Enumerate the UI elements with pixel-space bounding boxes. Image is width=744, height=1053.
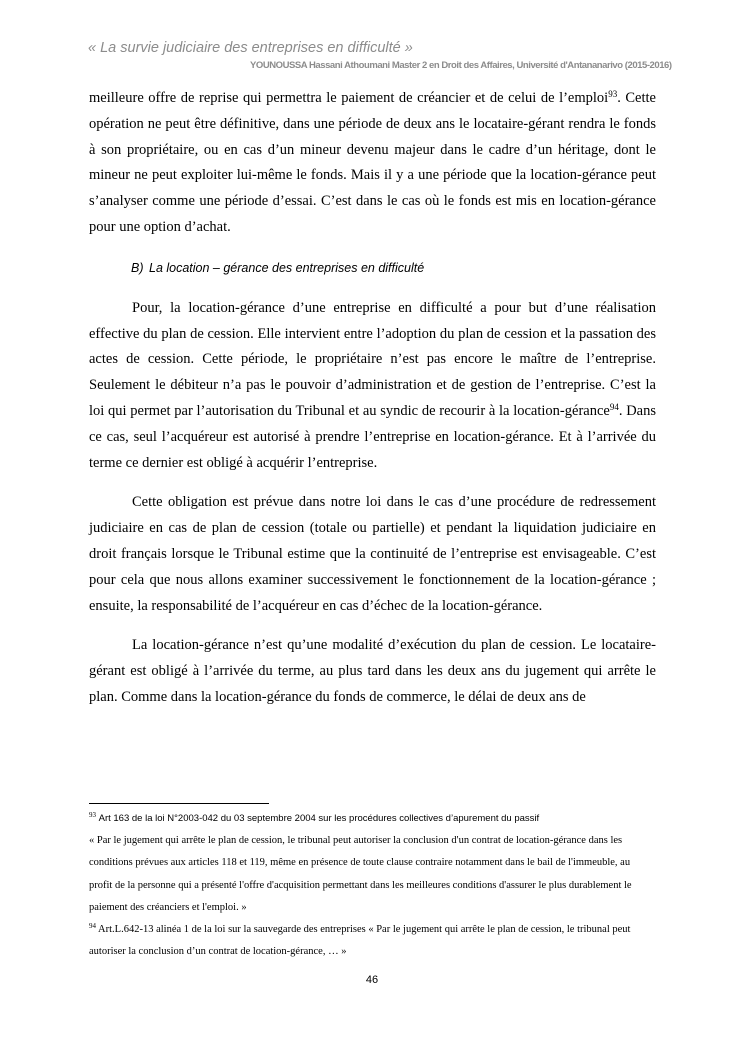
footnote-94-number: 94 [89, 922, 96, 931]
footnotes [89, 808, 656, 963]
footnote-94-text: Art.L.642-13 alinéa 1 de la loi sur la sauvegarde des entreprises « Par le jugement qui arrête le plan de cession, le tribunal peut autoriser la conclusion d’un contrat de location-gérance, … » [89, 924, 631, 958]
footnote-93-intro-text: Art 163 de la loi N°2003-042 du 03 septembre 2004 sur les procédures collectives d’apurement du passif [98, 813, 540, 824]
section-letter: B) [131, 260, 144, 275]
running-header-title: « La survie judiciaire des entreprises en difficulté » [88, 40, 413, 56]
page-number: 46 [365, 974, 379, 986]
section-title: La location – gérance des entreprises en difficulté [149, 260, 425, 275]
paragraph-3: Cette obligation est prévue dans notre loi dans le cas d’une procédure de redressement judiciaire en cas de plan de cession (totale ou partielle) et pendant la liquidation judiciaire en droit français lorsque le Tribunal estime que la continuité de l’entreprise est envisageable. C’est pour cela que nous allons examiner successivement le fonctionnement de la location-gérance ; ensuite, la responsabilité de l’acquéreur en cas d’échec de la location-gérance. [89, 494, 656, 614]
footnote-93-quote: « Par le jugement qui arrête le plan de cession, le tribunal peut autoriser la conclusion d'un contrat de location-gérance dans les conditions prévues aux articles 118 et 119, même en présence de toute clause contraire notamment dans le bail de l'immeuble, au profit de la personne qui a présenté l'offre d'acquisition permettant dans les meilleures conditions d'assurer le plus durablement le paiement des créanciers et l'emploi. » [89, 835, 632, 913]
footnote-ref-93[interactable]: 93 [608, 89, 618, 99]
body-text [89, 86, 656, 711]
paragraph-1 [89, 86, 656, 241]
paragraph-1-text: meilleure offre de reprise qui permettra le paiement de créancier et de celui de l’emploi [89, 90, 609, 106]
footnote-ref-94[interactable]: 94 [609, 401, 619, 412]
paragraph-4: La location-gérance n’est qu’une modalité d’exécution du plan de cession. Le locataire-gérant est obligé à l’arrivée du terme, au plus tard dans les deux ans du jugement qui arrête le plan. Comme dans la location-gérance du fonds de commerce, le délai de deux ans de [89, 637, 656, 705]
paragraph-1-end: . Cette opération ne peut être définitive, dans une période de deux ans le locataire-gérant rendra le fonds à son propriétaire, ou en cas d’un mineur devenu majeur dans le cadre d’un héritage, dont le mineur ne peut exploiter lui-même le fonds. Mais il y a une période que la location-gérance peut s’analyser comme une période d’essai. C’est dans le cas où le fonds est mis en location-gérance pour une option d’achat. [89, 90, 656, 235]
footnote-93-intro [89, 808, 656, 830]
paragraph-2-end: . Dans ce cas, seul l’acquéreur est autorisé à prendre l’entreprise en location-gérance. Et à l’arrivée du terme ce dernier est obligé à acquérir l’entreprise. [89, 402, 656, 471]
footnote-94 [89, 919, 656, 963]
paragraph-2 [89, 296, 656, 477]
footnote-93-number: 93 [89, 811, 96, 819]
paragraph-2-text: Pour, la location-gérance d’une entreprise en difficulté a pour but d’une réalisation effective du plan de cession. Elle intervient entre l’adoption du plan de cession et la passation des actes de cession. Cette période, le propriétaire n’est pas encore le maître de l’entreprise. Seulement le débiteur n’a pas le pouvoir d’administration et de gestion de l’entreprise. C’est la loi qui permet par l’autorisation du Tribunal et au syndic de recourir à la location-gérance [89, 299, 656, 419]
section-heading [131, 258, 656, 278]
footnote-separator [89, 803, 269, 804]
running-header-author: YOUNOUSSA Hassani Athoumani Master 2 en Droit des Affaires, Université d'Antananarivo (2015-2016) [250, 60, 672, 71]
